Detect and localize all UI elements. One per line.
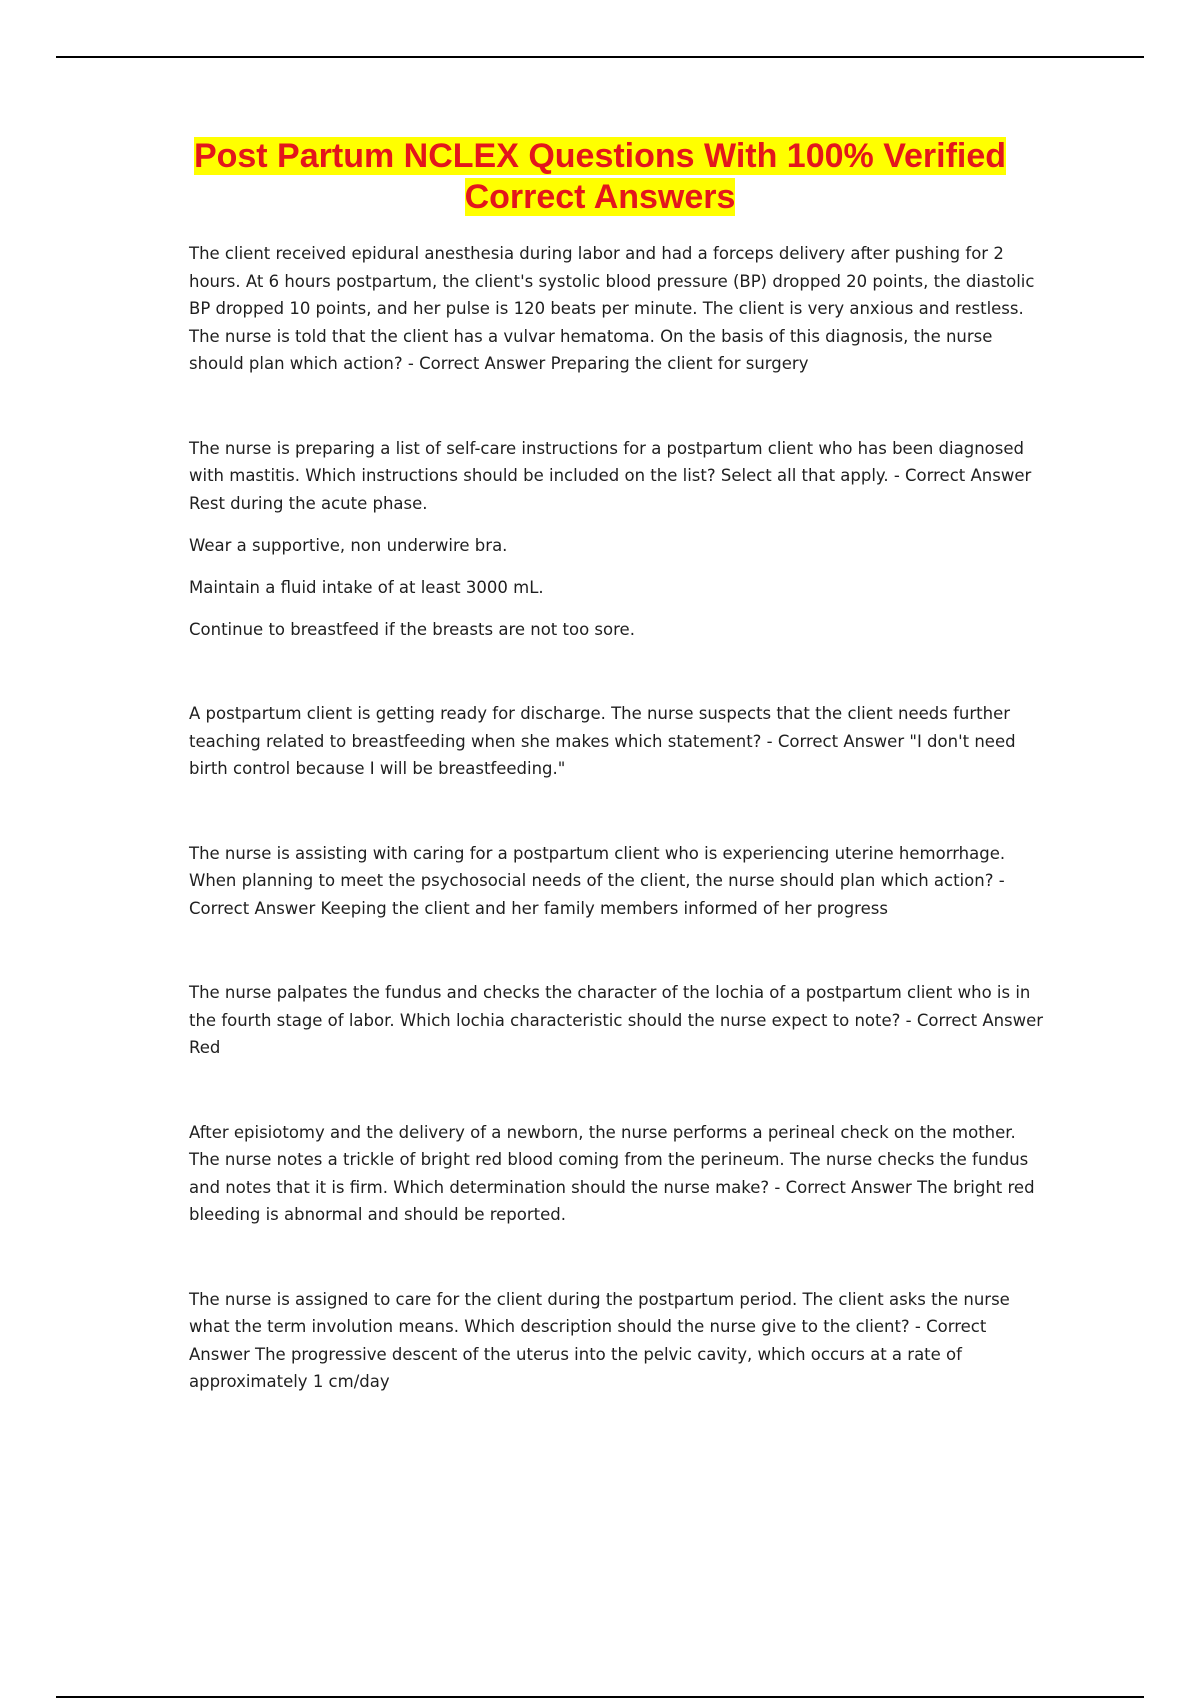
question-answer-5: The nurse palpates the fundus and checks the character of the lochia of a postpartum client who is in the fourth stage of labor. Which lochia characteristic should the nurse expect to note? - Correct Answer Red (189, 983, 1044, 1057)
answer-line-2-2: Maintain a fluid intake of at least 3000 mL. (189, 577, 544, 597)
question-answer-6: After episiotomy and the delivery of a newborn, the nurse performs a perineal check on the mother. The nurse notes a trickle of bright red blood coming from the perineum. The nurse checks the fundus and notes that it is firm. Which determination should the nurse make? - Correct Answer The bright red bleeding is abnormal and should be reported. (189, 1122, 1035, 1224)
answer-line-2-3: Continue to breastfeed if the breasts are not too sore. (189, 619, 635, 639)
question-answer-3: A postpartum client is getting ready for discharge. The nurse suspects that the client needs further teaching related to breastfeeding when she makes which statement? - Correct Answer "I don't need birth control because I will be breastfeeding." (189, 704, 1016, 778)
answer-line-2-1: Wear a supportive, non underwire bra. (189, 535, 508, 555)
question-answer-1: The client received epidural anesthesia during labor and had a forceps delivery after pushing for 2 hours. At 6 hours postpartum, the client's systolic blood pressure (BP) dropped 20 points, the diastolic BP dropped 10 points, and her pulse is 120 beats per minute. The client is very anxious and restless. The nurse is told that the client has a vulvar hematoma. On the basis of this diagnosis, the nurse should plan which action? - Correct Answer Preparing the client for surgery (189, 244, 1035, 373)
top-rule (56, 56, 1144, 58)
question-answer-2: The nurse is preparing a list of self-care instructions for a postpartum client who has been diagnosed with mastitis. Which instructions should be included on the list? Select all that apply. - Correct Answer Rest during the acute phase. (189, 438, 1032, 513)
title-block (150, 136, 1050, 218)
question-answer-7: The nurse is assigned to care for the client during the postpartum period. The client asks the nurse what the term involution means. Which description should the nurse give to the client? - Correct Answer The progressive descent of the uterus into the pelvic cavity, which occurs at a rate of approximately 1 cm/day (189, 1289, 1010, 1391)
question-answer-4: The nurse is assisting with caring for a postpartum client who is experiencing uterine hemorrhage. When planning to meet the psychosocial needs of the client, the nurse should plan which action? - Correct Answer Keeping the client and her family members informed of her progress (189, 843, 1006, 918)
document-body (189, 240, 1047, 1396)
bottom-rule (56, 1696, 1144, 1698)
document-title: Post Partum NCLEX Questions With 100% Verified Correct Answers (193, 137, 1007, 216)
